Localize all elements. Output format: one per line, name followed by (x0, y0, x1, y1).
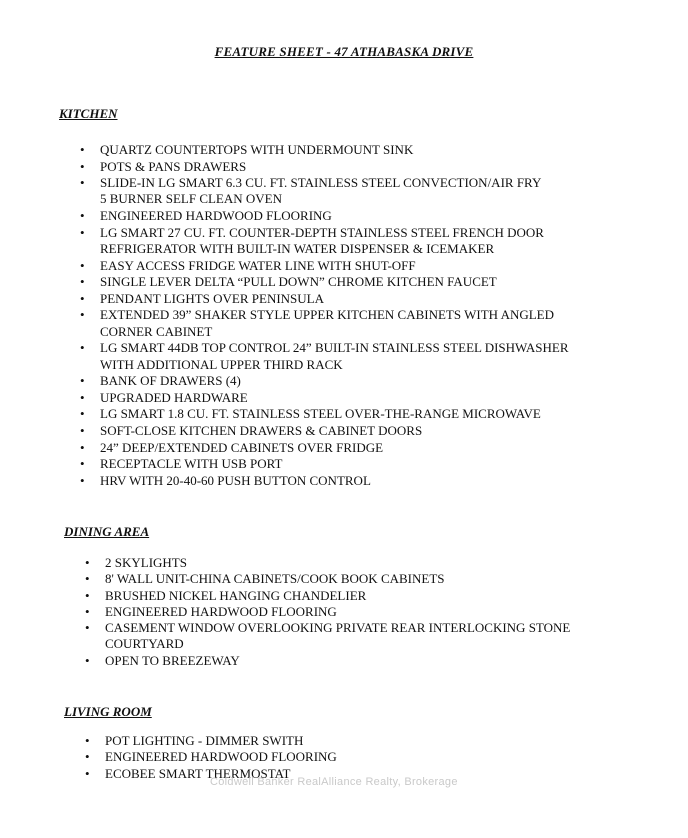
bullet-icon: • (80, 307, 85, 323)
brokerage-watermark: Coldwell Banker RealAlliance Realty, Brokerage (210, 776, 458, 788)
list-item (85, 733, 337, 749)
bullet-icon: • (85, 620, 90, 636)
list-item (85, 571, 570, 587)
section-heading-kitchen: KITCHEN (59, 106, 118, 121)
list-item (80, 307, 569, 340)
list-item-text: EASY ACCESS FRIDGE WATER LINE WITH SHUT-OFF (100, 257, 416, 273)
list-item (80, 257, 569, 274)
list-item-text: POTS & PANS DRAWERS (100, 158, 247, 174)
bullet-icon: • (85, 765, 90, 781)
bullet-icon: • (80, 456, 85, 472)
dining-area-feature-list (85, 555, 571, 669)
list-item-text: SOFT-CLOSE KITCHEN DRAWERS & CABINET DOORS (100, 422, 423, 438)
bullet-icon: • (80, 142, 85, 157)
list-item-text: 24” DEEP/EXTENDED CABINETS OVER FRIDGE (100, 439, 384, 455)
list-item-text: ENGINEERED HARDWOOD FLOORING (105, 749, 337, 765)
living-room-feature-list (85, 733, 337, 782)
list-item (80, 274, 569, 290)
bullet-icon: • (80, 224, 85, 240)
list-item-text: CORNER CABINET (100, 323, 213, 339)
list-item (80, 373, 569, 389)
list-item (80, 406, 569, 422)
bullet-icon: • (80, 422, 85, 438)
list-item-text: WITH ADDITIONAL UPPER THIRD RACK (100, 356, 343, 372)
bullet-icon: • (80, 257, 85, 273)
bullet-icon: • (80, 406, 85, 422)
bullet-icon: • (80, 340, 85, 356)
list-item-text: ECOBEE SMART THERMOSTAT (105, 765, 291, 781)
list-item-text: ENGINEERED HARDWOOD FLOORING (105, 603, 337, 619)
list-item (80, 472, 569, 489)
list-item-text: EXTENDED 39” SHAKER STYLE UPPER KITCHEN CABINETS WITH ANGLED (100, 307, 555, 323)
list-item (80, 175, 569, 208)
list-item (85, 587, 570, 604)
list-item-text: 8' WALL UNIT-CHINA CABINETS/COOK BOOK CABINETS (105, 571, 445, 587)
list-item-text: OPEN TO BREEZEWAY (105, 652, 240, 668)
bullet-icon: • (80, 439, 85, 455)
bullet-icon: • (85, 652, 90, 668)
list-item-text: 5 BURNER SELF CLEAN OVEN (100, 191, 283, 207)
list-item (80, 142, 569, 158)
list-item-text: LG SMART 27 CU. FT. COUNTER-DEPTH STAINLESS STEEL FRENCH DOOR (100, 224, 544, 240)
bullet-icon: • (85, 733, 90, 748)
list-item (80, 456, 569, 472)
list-item (80, 340, 569, 373)
list-item (85, 620, 571, 653)
section-heading-dining-area: DINING AREA (64, 524, 150, 539)
section-heading-living-room: LIVING ROOM (64, 704, 152, 719)
bullet-icon: • (80, 472, 85, 488)
list-item-text: LG SMART 44DB TOP CONTROL 24” BUILT-IN STAINLESS STEEL DISHWASHER (100, 340, 569, 356)
bullet-icon: • (80, 158, 85, 174)
list-item-text: LG SMART 1.8 CU. FT. STAINLESS STEEL OVER-THE-RANGE MICROWAVE (100, 406, 541, 422)
list-item (85, 555, 570, 571)
list-item-text: BANK OF DRAWERS (4) (100, 373, 241, 389)
bullet-icon: • (85, 749, 90, 765)
list-item (80, 158, 569, 175)
list-item (85, 652, 570, 669)
list-item-text: PENDANT LIGHTS OVER PENINSULA (100, 290, 325, 306)
bullet-icon: • (80, 290, 85, 306)
list-item (80, 389, 569, 406)
list-item (85, 749, 337, 765)
kitchen-feature-list (80, 142, 569, 489)
list-item-text: ENGINEERED HARDWOOD FLOORING (100, 208, 332, 224)
list-item-text: 2 SKYLIGHTS (105, 555, 187, 570)
bullet-icon: • (80, 389, 85, 405)
list-item (80, 439, 569, 456)
bullet-icon: • (80, 373, 85, 389)
bullet-icon: • (80, 208, 85, 224)
bullet-icon: • (85, 587, 90, 603)
list-item-text: SINGLE LEVER DELTA “PULL DOWN” CHROME KITCHEN FAUCET (100, 274, 497, 290)
list-item-text: BRUSHED NICKEL HANGING CHANDELIER (105, 587, 367, 603)
document-title: FEATURE SHEET - 47 ATHABASKA DRIVE (214, 44, 474, 59)
list-item-text: CASEMENT WINDOW OVERLOOKING PRIVATE REAR INTERLOCKING STONE (105, 620, 571, 636)
list-item (80, 422, 569, 439)
list-item (80, 208, 569, 224)
list-item (80, 224, 569, 258)
list-item-text: SLIDE-IN LG SMART 6.3 CU. FT. STAINLESS STEEL CONVECTION/AIR FRY (100, 175, 542, 191)
bullet-icon: • (85, 571, 90, 587)
list-item-text: QUARTZ COUNTERTOPS WITH UNDERMOUNT SINK (100, 142, 414, 157)
list-item-text: POT LIGHTING - DIMMER SWITH (105, 733, 304, 748)
bullet-icon: • (85, 555, 90, 570)
bullet-icon: • (80, 175, 85, 191)
list-item-text: RECEPTACLE WITH USB PORT (100, 456, 283, 472)
list-item-text: UPGRADED HARDWARE (100, 389, 248, 405)
list-item-text: HRV WITH 20-40-60 PUSH BUTTON CONTROL (100, 472, 371, 488)
list-item-text: COURTYARD (105, 636, 184, 652)
bullet-icon: • (80, 274, 85, 290)
list-item (85, 603, 570, 620)
list-item-text: REFRIGERATOR WITH BUILT-IN WATER DISPENSER & ICEMAKER (100, 240, 495, 256)
list-item (80, 290, 569, 307)
bullet-icon: • (85, 603, 90, 619)
